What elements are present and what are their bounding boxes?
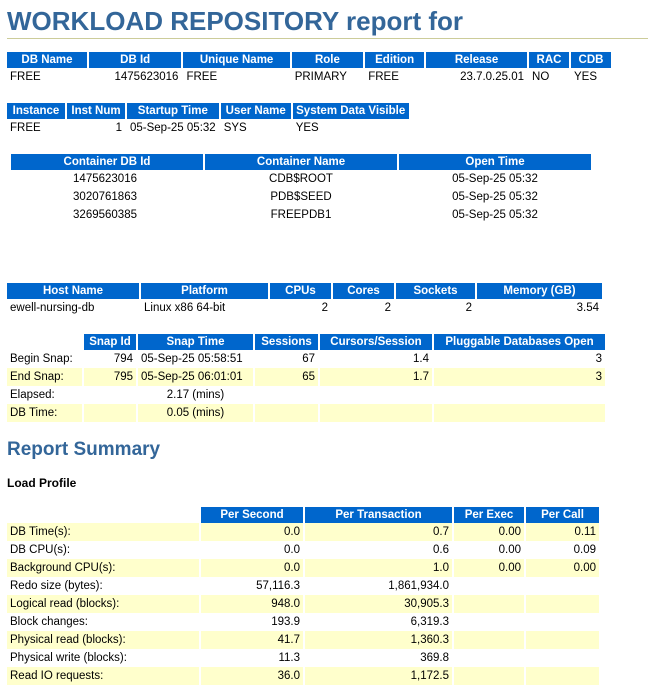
cdb-value: YES xyxy=(571,68,611,86)
per-exec-value xyxy=(454,649,524,667)
per-exec-value xyxy=(454,667,524,685)
col-sockets: Sockets xyxy=(396,283,475,299)
cursors-session-value: 1.4 xyxy=(320,350,432,368)
sessions-value: 65 xyxy=(255,368,318,386)
load-profile-row xyxy=(7,577,599,595)
per-transaction-value: 1,172.5 xyxy=(305,667,452,685)
container-name-value: CDB$ROOT xyxy=(205,170,397,188)
instance-value: FREE xyxy=(7,119,65,137)
col-system-data-visible: System Data Visible xyxy=(293,103,409,119)
container-row xyxy=(11,170,591,188)
col-open-time: Open Time xyxy=(399,154,591,170)
per-transaction-value: 1,861,934.0 xyxy=(305,577,452,595)
snap-label: DB Time: xyxy=(7,404,82,422)
load-stat-label: DB Time(s): xyxy=(7,523,199,541)
cursors-session-value: 1.7 xyxy=(320,368,432,386)
col-per-second: Per Second xyxy=(201,507,303,523)
container-row xyxy=(11,188,591,206)
container-db-id-value: 3020761863 xyxy=(11,188,203,206)
startup-time-value: 05-Sep-25 05:32 xyxy=(127,119,219,137)
per-second-value: 948.0 xyxy=(201,595,303,613)
load-profile-heading: Load Profile xyxy=(7,476,77,490)
sessions-value xyxy=(255,404,318,422)
per-call-value xyxy=(526,577,599,595)
pdbs-open-value xyxy=(434,404,605,422)
per-call-value: 0.11 xyxy=(526,523,599,541)
snap-label: Begin Snap: xyxy=(7,350,82,368)
snap-id-value xyxy=(84,404,136,422)
open-time-value: 05-Sep-25 05:32 xyxy=(399,188,591,206)
host-header-row xyxy=(7,283,602,299)
col-db-name: DB Name xyxy=(7,52,87,68)
col-sessions: Sessions xyxy=(255,334,318,350)
per-second-value: 11.3 xyxy=(201,649,303,667)
sessions-value: 67 xyxy=(255,350,318,368)
per-call-value: 0.00 xyxy=(526,559,599,577)
col-platform: Platform xyxy=(141,283,268,299)
container-header-row xyxy=(11,154,591,170)
load-profile-row xyxy=(7,595,599,613)
host-name-value: ewell-nursing-db xyxy=(7,299,139,317)
per-transaction-value: 369.8 xyxy=(305,649,452,667)
col-host-name: Host Name xyxy=(7,283,139,299)
col-snap-label xyxy=(7,334,82,350)
cursors-session-value xyxy=(320,404,432,422)
per-call-value xyxy=(526,631,599,649)
system-data-visible-value: YES xyxy=(293,119,409,137)
per-transaction-value: 1.0 xyxy=(305,559,452,577)
per-transaction-value: 6,319.3 xyxy=(305,613,452,631)
col-snap-id: Snap Id xyxy=(84,334,136,350)
snap-row xyxy=(7,350,605,368)
container-name-value: FREEPDB1 xyxy=(205,206,397,224)
snap-row xyxy=(7,404,605,422)
inst-num-value: 1 xyxy=(67,119,125,137)
col-cores: Cores xyxy=(333,283,394,299)
db-name-value: FREE xyxy=(7,68,87,86)
per-call-value xyxy=(526,649,599,667)
col-per-call: Per Call xyxy=(526,507,599,523)
per-second-value: 0.0 xyxy=(201,541,303,559)
edition-value: FREE xyxy=(365,68,424,86)
col-cpus: CPUs xyxy=(270,283,331,299)
col-user-name: User Name xyxy=(221,103,291,119)
snap-label: Elapsed: xyxy=(7,386,82,404)
load-stat-label: DB CPU(s): xyxy=(7,541,199,559)
load-profile-row xyxy=(7,559,599,577)
per-second-value: 41.7 xyxy=(201,631,303,649)
col-container-db-id: Container DB Id xyxy=(11,154,203,170)
per-second-value: 36.0 xyxy=(201,667,303,685)
container-table xyxy=(9,154,593,224)
db-info-row xyxy=(7,68,611,86)
col-snap-time: Snap Time xyxy=(138,334,253,350)
container-db-id-value: 3269560385 xyxy=(11,206,203,224)
snap-label: End Snap: xyxy=(7,368,82,386)
col-memory-gb: Memory (GB) xyxy=(477,283,602,299)
col-rac: RAC xyxy=(529,52,569,68)
container-name-value: PDB$SEED xyxy=(205,188,397,206)
col-db-id: DB Id xyxy=(89,52,182,68)
col-per-transaction: Per Transaction xyxy=(305,507,452,523)
load-profile-row xyxy=(7,667,599,685)
container-db-id-value: 1475623016 xyxy=(11,170,203,188)
instance-table xyxy=(5,103,411,137)
report-summary-heading: Report Summary xyxy=(7,439,161,460)
col-container-name: Container Name xyxy=(205,154,397,170)
load-profile-row xyxy=(7,541,599,559)
per-call-value xyxy=(526,613,599,631)
per-exec-value: 0.00 xyxy=(454,559,524,577)
container-row xyxy=(11,206,591,224)
load-profile-header-row xyxy=(7,507,599,523)
snap-time-value: 05-Sep-25 06:01:01 xyxy=(138,368,253,386)
col-inst-num: Inst Num xyxy=(67,103,125,119)
col-cdb: CDB xyxy=(571,52,611,68)
per-second-value: 57,116.3 xyxy=(201,577,303,595)
per-transaction-value: 30,905.3 xyxy=(305,595,452,613)
pdbs-open-value xyxy=(434,386,605,404)
per-exec-value xyxy=(454,595,524,613)
per-transaction-value: 0.6 xyxy=(305,541,452,559)
sockets-value: 2 xyxy=(396,299,475,317)
snap-table xyxy=(5,334,607,422)
per-second-value: 0.0 xyxy=(201,523,303,541)
load-profile-row xyxy=(7,649,599,667)
load-stat-label: Read IO requests: xyxy=(7,667,199,685)
platform-value: Linux x86 64-bit xyxy=(141,299,268,317)
load-stat-label: Logical read (blocks): xyxy=(7,595,199,613)
release-value: 23.7.0.25.01 xyxy=(426,68,527,86)
load-stat-label: Block changes: xyxy=(7,613,199,631)
col-edition: Edition xyxy=(365,52,424,68)
db-info-table xyxy=(5,52,613,86)
per-call-value xyxy=(526,667,599,685)
col-instance: Instance xyxy=(7,103,65,119)
load-stat-label: Physical read (blocks): xyxy=(7,631,199,649)
load-profile-row xyxy=(7,631,599,649)
load-profile-row xyxy=(7,613,599,631)
col-per-exec: Per Exec xyxy=(454,507,524,523)
per-second-value: 193.9 xyxy=(201,613,303,631)
per-second-value: 0.0 xyxy=(201,559,303,577)
snap-id-value: 794 xyxy=(84,350,136,368)
host-row xyxy=(7,299,602,317)
host-table xyxy=(5,283,604,317)
memory-gb-value: 3.54 xyxy=(477,299,602,317)
per-exec-value xyxy=(454,577,524,595)
snap-time-value: 0.05 (mins) xyxy=(138,404,253,422)
per-call-value xyxy=(526,595,599,613)
role-value: PRIMARY xyxy=(292,68,364,86)
unique-name-value: FREE xyxy=(183,68,289,86)
snap-time-value: 2.17 (mins) xyxy=(138,386,253,404)
instance-header-row xyxy=(7,103,409,119)
pdbs-open-value: 3 xyxy=(434,368,605,386)
db-info-header-row xyxy=(7,52,611,68)
per-exec-value xyxy=(454,613,524,631)
load-stat-label: Background CPU(s): xyxy=(7,559,199,577)
per-exec-value xyxy=(454,631,524,649)
rac-value: NO xyxy=(529,68,569,86)
load-stat-label: Physical write (blocks): xyxy=(7,649,199,667)
col-cursors-session: Cursors/Session xyxy=(320,334,432,350)
snap-row xyxy=(7,368,605,386)
per-call-value: 0.09 xyxy=(526,541,599,559)
instance-row xyxy=(7,119,409,137)
open-time-value: 05-Sep-25 05:32 xyxy=(399,170,591,188)
open-time-value: 05-Sep-25 05:32 xyxy=(399,206,591,224)
snap-id-value xyxy=(84,386,136,404)
cursors-session-value xyxy=(320,386,432,404)
per-transaction-value: 0.7 xyxy=(305,523,452,541)
user-name-value: SYS xyxy=(221,119,291,137)
col-startup-time: Startup Time xyxy=(127,103,219,119)
col-unique-name: Unique Name xyxy=(183,52,289,68)
load-profile-row xyxy=(7,523,599,541)
col-role: Role xyxy=(292,52,364,68)
report-title: WORKLOAD REPOSITORY report for xyxy=(7,0,648,39)
snap-row xyxy=(7,386,605,404)
col-pluggable-databases-open: Pluggable Databases Open xyxy=(434,334,605,350)
col-release: Release xyxy=(426,52,527,68)
sessions-value xyxy=(255,386,318,404)
col-load-stat xyxy=(7,507,199,523)
cores-value: 2 xyxy=(333,299,394,317)
pdbs-open-value: 3 xyxy=(434,350,605,368)
load-profile-table xyxy=(5,507,601,685)
cpus-value: 2 xyxy=(270,299,331,317)
snap-header-row xyxy=(7,334,605,350)
per-exec-value: 0.00 xyxy=(454,523,524,541)
per-transaction-value: 1,360.3 xyxy=(305,631,452,649)
load-stat-label: Redo size (bytes): xyxy=(7,577,199,595)
snap-id-value: 795 xyxy=(84,368,136,386)
snap-time-value: 05-Sep-25 05:58:51 xyxy=(138,350,253,368)
per-exec-value: 0.00 xyxy=(454,541,524,559)
db-id-value: 1475623016 xyxy=(89,68,182,86)
